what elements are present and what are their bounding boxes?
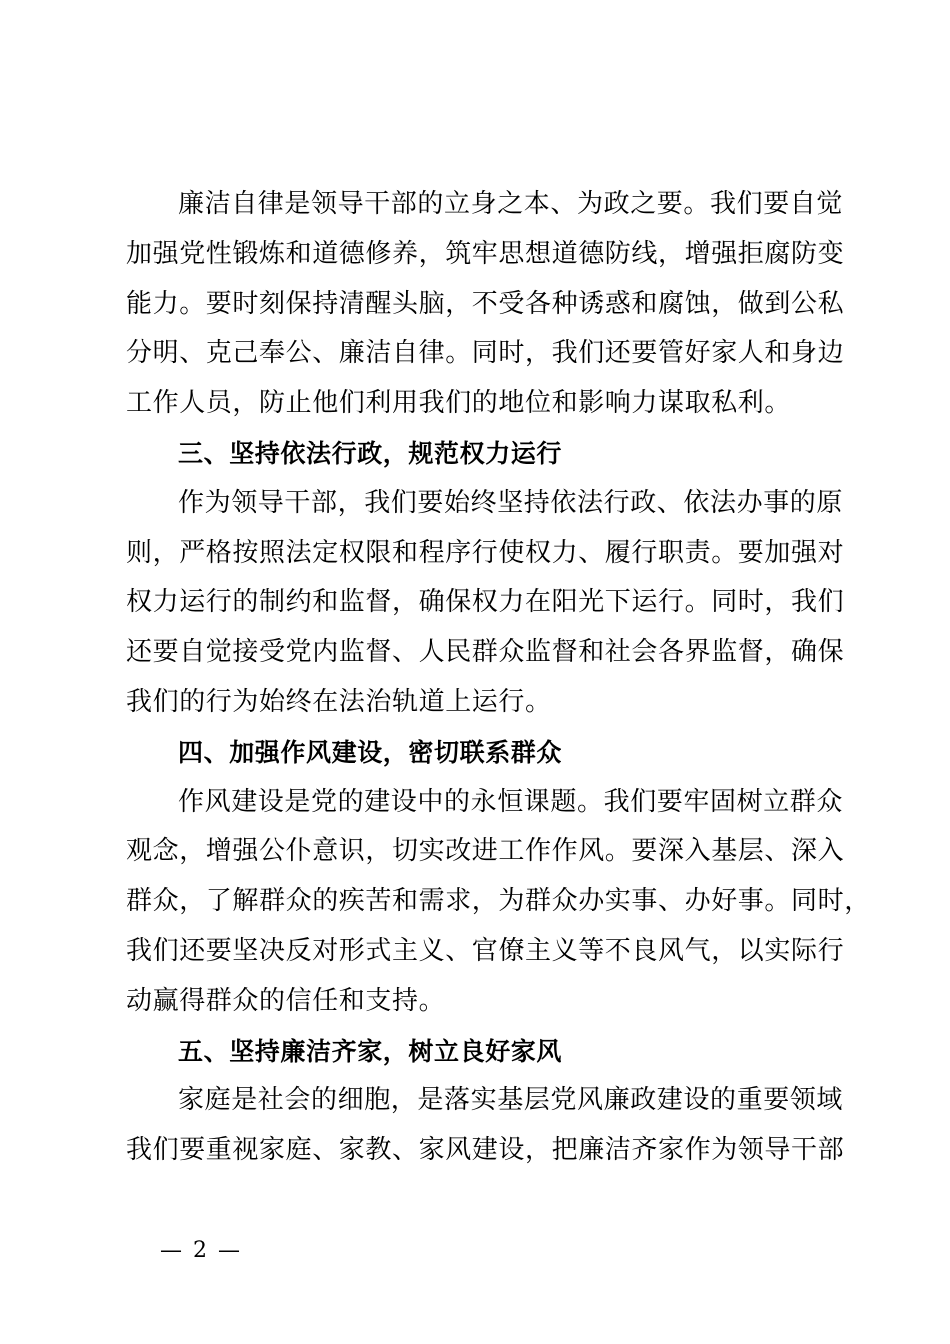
text-line: 群众，了解群众的疾苦和需求，为群众办实事、办好事。同时， — [126, 886, 871, 917]
text-line: 则，严格按照法定权限和程序行使权力、履行职责。要加强对 — [126, 537, 845, 568]
text-line: 我们要重视家庭、家教、家风建设，把廉洁齐家作为领导干部 — [126, 1135, 845, 1166]
text-line: 能力。要时刻保持清醒头脑，不受各种诱惑和腐蚀，做到公私 — [126, 288, 845, 319]
text-line: 还要自觉接受党内监督、人民群众监督和社会各界监督，确保 — [126, 637, 845, 668]
paragraph — [126, 180, 845, 429]
text-line: 作为领导干部，我们要始终坚持依法行政、依法办事的原 — [178, 487, 844, 518]
paragraph — [126, 1076, 845, 1176]
document-body — [126, 180, 871, 1176]
text-line: 权力运行的制约和监督，确保权力在阳光下运行。同时，我们 — [126, 587, 845, 618]
text-line: 我们还要坚决反对形式主义、官僚主义等不良风气，以实际行 — [126, 935, 845, 966]
section-heading: 四、加强作风建设，密切联系群众 — [178, 737, 563, 767]
text-line: 加强党性锻炼和道德修养，筑牢思想道德防线，增强拒腐防变 — [126, 238, 845, 269]
page-number: — 2 — — [160, 1238, 242, 1263]
text-line: 分明、克己奉公、廉洁自律。同时，我们还要管好家人和身边 — [126, 338, 845, 369]
section-heading: 三、坚持依法行政，规范权力运行 — [178, 438, 563, 468]
text-line: 我们的行为始终在法治轨道上运行。 — [126, 686, 552, 717]
paragraph — [126, 778, 871, 1027]
text-line: 观念，增强公仆意识，切实改进工作作风。要深入基层、深入 — [126, 836, 845, 867]
text-line: 工作人员，防止他们利用我们的地位和影响力谋取私利。 — [126, 388, 792, 419]
text-line: 作风建设是党的建设中的永恒课题。我们要牢固树立群众 — [178, 786, 844, 817]
text-line: 廉洁自律是领导干部的立身之本、为政之要。我们要自觉 — [178, 189, 844, 219]
text-line: 家庭是社会的细胞，是落实基层党风廉政建设的重要领域 — [178, 1085, 844, 1116]
section-heading: 五、坚持廉洁齐家，树立良好家风 — [178, 1036, 563, 1066]
text-line: 动赢得群众的信任和支持。 — [126, 985, 446, 1016]
paragraph — [126, 479, 845, 728]
